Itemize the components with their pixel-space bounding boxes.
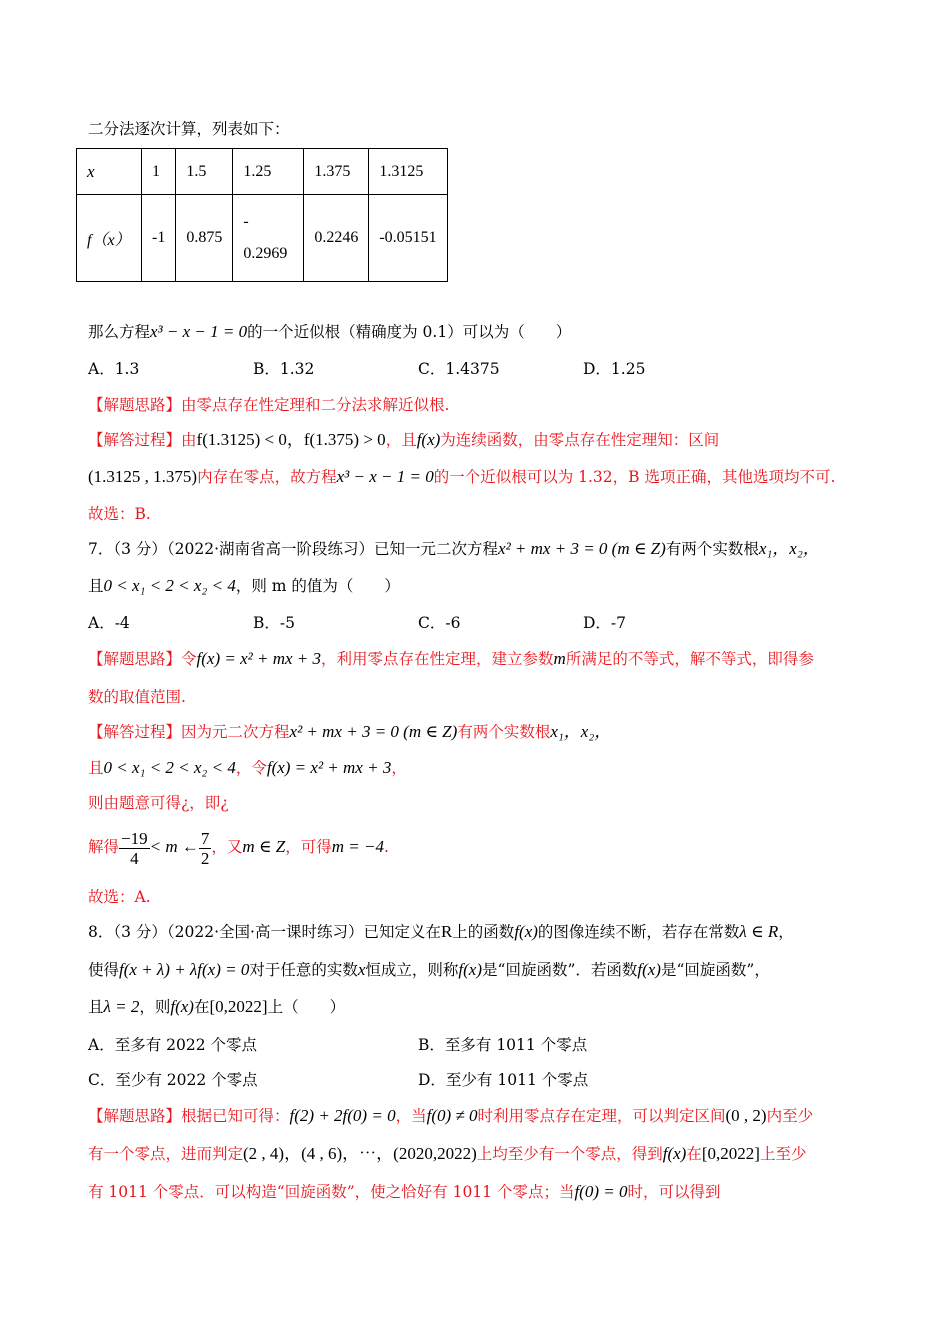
table-cell: 0.875 xyxy=(176,195,233,282)
q6-process-line2: (1.3125 , 1.375)内存在零点，故方程x³ − x − 1 = 0的一个近似根可以为 1.32，B 选项正确，其他选项均不可. xyxy=(88,467,836,486)
q7-option-c: C．-6 xyxy=(418,614,461,632)
q6-option-c: C．1.4375 xyxy=(418,360,500,378)
table-cell-line: 0.2969 xyxy=(243,245,288,262)
table-cell: -1 xyxy=(142,195,176,282)
q6-option-b: B．1.32 xyxy=(253,360,315,378)
q7-idea-line2: 数的取值范围. xyxy=(88,688,186,706)
table-cell: 1.5 xyxy=(176,149,233,195)
fraction: $\frac{-19}{4}$ xyxy=(121,828,148,868)
q8-idea-line2: 有一个零点，进而判定(2 , 4)，(4 , 6)，⋯，(2020,2022)上均至少有一个零点，得到f(x)在[0,2022]上至少 xyxy=(88,1144,807,1163)
table-cell: x xyxy=(77,149,142,195)
q6-process-line1: 【解答过程】由f(1.3125) < 0，f(1.375) > 0，且f(x)为连续函数，由零点存在性定理知：区间 xyxy=(88,430,720,449)
q7-stem-line1: 7．（3 分）（2022·湖南省高一阶段练习）已知一元二次方程x² + mx + 3 = 0 (m ∈ Z)有两个实数根x₁，x₂， xyxy=(88,539,820,558)
q6-answer: 故选：B. xyxy=(88,505,151,523)
q8-option-a: A．至多有 2022 个零点 xyxy=(88,1036,257,1054)
table-row xyxy=(77,195,448,282)
q7-process-line4: 解得 $\frac{-19}{4}$ < m ← $\frac{7}{2}$ ，又m ∈ Z，可得m = −4. xyxy=(88,828,389,868)
q7-answer: 故选：A. xyxy=(88,888,151,906)
q8-option-d: D．至少有 1011 个零点 xyxy=(418,1071,589,1089)
table-row xyxy=(77,149,448,195)
q6-option-a: A．1.3 xyxy=(88,360,140,378)
q7-process-line2: 且0 < x₁ < 2 < x₂ < 4，令f(x) = x² + mx + 3， xyxy=(88,758,407,777)
table-cell xyxy=(233,195,304,282)
q8-idea-line3: 有 1011 个零点．可以构造“回旋函数”，使之恰好有 1011 个零点；当f(0) = 0时，可以得到 xyxy=(88,1182,721,1201)
q6-idea: 【解题思路】由零点存在性定理和二分法求解近似根. xyxy=(88,396,450,414)
q6-stem: 那么方程x³ − x − 1 = 0的一个近似根（精确度为 0.1）可以为（ ） xyxy=(88,322,572,341)
q8-idea-line1: 【解题思路】根据已知可得：f(2) + 2f(0) = 0，当f(0) ≠ 0时利用零点存在定理，可以判定区间(0 , 2)内至少 xyxy=(88,1106,814,1125)
table-cell: 1.375 xyxy=(304,149,369,195)
q7-option-a: A．-4 xyxy=(88,614,130,632)
table-cell: 1.25 xyxy=(233,149,304,195)
q7-process-line1: 【解答过程】因为元二次方程x² + mx + 3 = 0 (m ∈ Z)有两个实数根x₁，x₂， xyxy=(88,722,612,741)
table-cell: f（x） xyxy=(77,195,142,282)
intro-text: 二分法逐次计算，列表如下： xyxy=(88,120,290,138)
q7-stem-line2: 且0 < x₁ < 2 < x₂ < 4，则 m 的值为（ ） xyxy=(88,576,400,595)
q7-process-line3: 则由题意可得¿，即¿ xyxy=(88,794,229,812)
q7-idea-line1: 【解题思路】令f(x) = x² + mx + 3，利用零点存在性定理，建立参数m所满足的不等式，解不等式，即得参 xyxy=(88,649,814,668)
bisection-table xyxy=(76,148,448,282)
table-cell: 1 xyxy=(142,149,176,195)
table-cell: 1.3125 xyxy=(369,149,448,195)
q8-option-c: C．至少有 2022 个零点 xyxy=(88,1071,258,1089)
q6-option-d: D．1.25 xyxy=(583,360,646,378)
table-cell-line: - xyxy=(243,213,249,230)
fraction: $\frac{7}{2}$ xyxy=(200,828,210,868)
q8-option-b: B．至多有 1011 个零点 xyxy=(418,1036,588,1054)
q8-stem-line1: 8．（3 分）（2022·全国·高一课时练习）已知定义在R上的函数f(x)的图像连续不断，若存在常数λ ∈ R， xyxy=(88,922,794,941)
q7-option-b: B．-5 xyxy=(253,614,295,632)
table-cell: -0.05151 xyxy=(369,195,448,282)
q8-stem-line3: 且λ = 2，则f(x)在[0,2022]上（ ） xyxy=(88,997,346,1016)
q8-stem-line2: 使得f(x + λ) + λf(x) = 0对于任意的实数x恒成立，则称f(x)是“回旋函数”．若函数f(x)是“回旋函数”， xyxy=(88,960,770,979)
q7-option-d: D．-7 xyxy=(583,614,627,632)
table-cell: 0.2246 xyxy=(304,195,369,282)
